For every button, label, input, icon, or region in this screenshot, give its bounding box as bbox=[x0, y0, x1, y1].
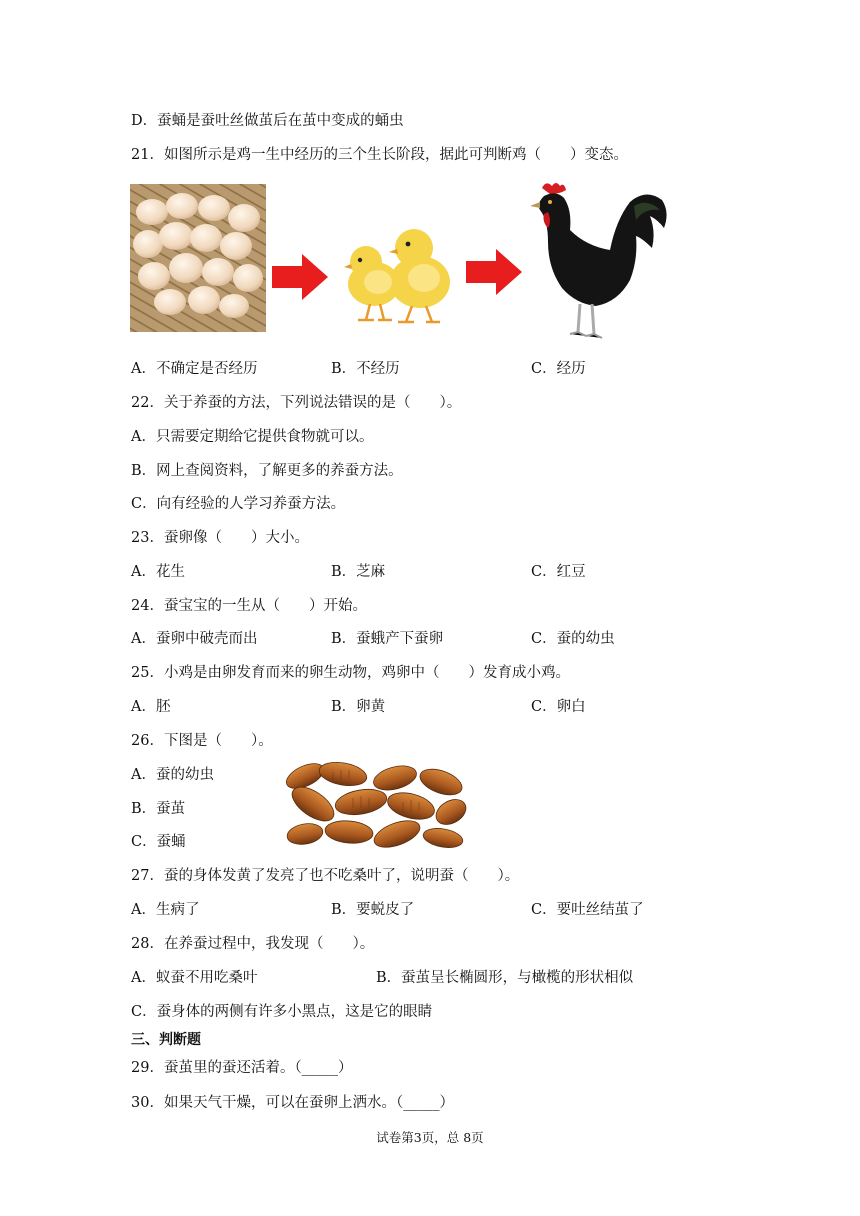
q25-option-c: C．卵白 bbox=[531, 699, 586, 715]
q21-option-b: B．不经历 bbox=[331, 361, 400, 377]
q22-stem: 22．关于养蚕的方法，下列说法错误的是（ ）。 bbox=[131, 395, 462, 411]
q26-option-a: A．蚕的幼虫 bbox=[131, 767, 214, 783]
q25-stem: 25．小鸡是由卵发育而来的卵生动物，鸡卵中（ ）发育成小鸡。 bbox=[131, 665, 570, 681]
q25-option-a: A．胚 bbox=[131, 699, 171, 715]
q24-stem: 24．蚕宝宝的一生从（ ）开始。 bbox=[131, 598, 367, 614]
eggs-photo bbox=[130, 184, 266, 332]
rooster-photo bbox=[526, 180, 672, 344]
q23-stem: 23．蚕卵像（ ）大小。 bbox=[131, 530, 309, 546]
q30-stem: 30．如果天气干燥，可以在蚕卵上洒水。（_____） bbox=[131, 1095, 454, 1111]
arrow-right-icon bbox=[466, 249, 522, 295]
silkworm-pupae-photo bbox=[283, 758, 467, 848]
q27-option-c: C．要吐丝结茧了 bbox=[531, 902, 644, 918]
q24-option-c: C．蚕的幼虫 bbox=[531, 631, 615, 647]
q21-stem: 21．如图所示是鸡一生中经历的三个生长阶段，据此可判断鸡（ ）变态。 bbox=[131, 147, 628, 163]
arrow-right-icon bbox=[272, 254, 328, 300]
q27-stem: 27．蚕的身体发黄了发亮了也不吃桑叶了，说明蚕（ ）。 bbox=[131, 868, 520, 884]
q26-option-c: C．蚕蛹 bbox=[131, 834, 186, 850]
q22-option-a: A．只需要定期给它提供食物就可以。 bbox=[131, 429, 374, 445]
q23-option-b: B．芝麻 bbox=[331, 564, 386, 580]
q21-option-c: C．经历 bbox=[531, 361, 586, 377]
q28-option-c: C．蚕身体的两侧有许多小黑点，这是它的眼睛 bbox=[131, 1004, 433, 1020]
q22-option-c: C．向有经验的人学习养蚕方法。 bbox=[131, 496, 346, 512]
q26-option-b: B．蚕茧 bbox=[131, 801, 186, 817]
q28-option-b: B．蚕茧呈长椭圆形，与橄榄的形状相似 bbox=[376, 970, 634, 986]
chicks-photo bbox=[340, 222, 464, 334]
q23-option-c: C．红豆 bbox=[531, 564, 586, 580]
q21-option-a: A．不确定是否经历 bbox=[131, 361, 258, 377]
page-footer: 试卷第3页，总 8页 bbox=[376, 1130, 484, 1145]
q24-option-b: B．蚕蛾产下蚕卵 bbox=[331, 631, 444, 647]
q25-option-b: B．卵黄 bbox=[331, 699, 386, 715]
q22-option-b: B．网上查阅资料，了解更多的养蚕方法。 bbox=[131, 463, 403, 479]
section-heading: 三、判断题 bbox=[131, 1032, 201, 1048]
q27-option-a: A．生病了 bbox=[131, 902, 200, 918]
q27-option-b: B．要蜕皮了 bbox=[331, 902, 415, 918]
q24-option-a: A．蚕卵中破壳而出 bbox=[131, 631, 258, 647]
q28-option-a: A．蚁蚕不用吃桑叶 bbox=[131, 970, 258, 986]
q23-option-a: A．花生 bbox=[131, 564, 185, 580]
q28-stem: 28．在养蚕过程中，我发现（ ）。 bbox=[131, 936, 375, 952]
q26-stem: 26．下图是（ ）。 bbox=[131, 733, 273, 749]
q20-option-d: D．蚕蛹是蚕吐丝做茧后在茧中变成的蛹虫 bbox=[131, 113, 404, 129]
q29-stem: 29．蚕茧里的蚕还活着。（_____） bbox=[131, 1060, 353, 1076]
